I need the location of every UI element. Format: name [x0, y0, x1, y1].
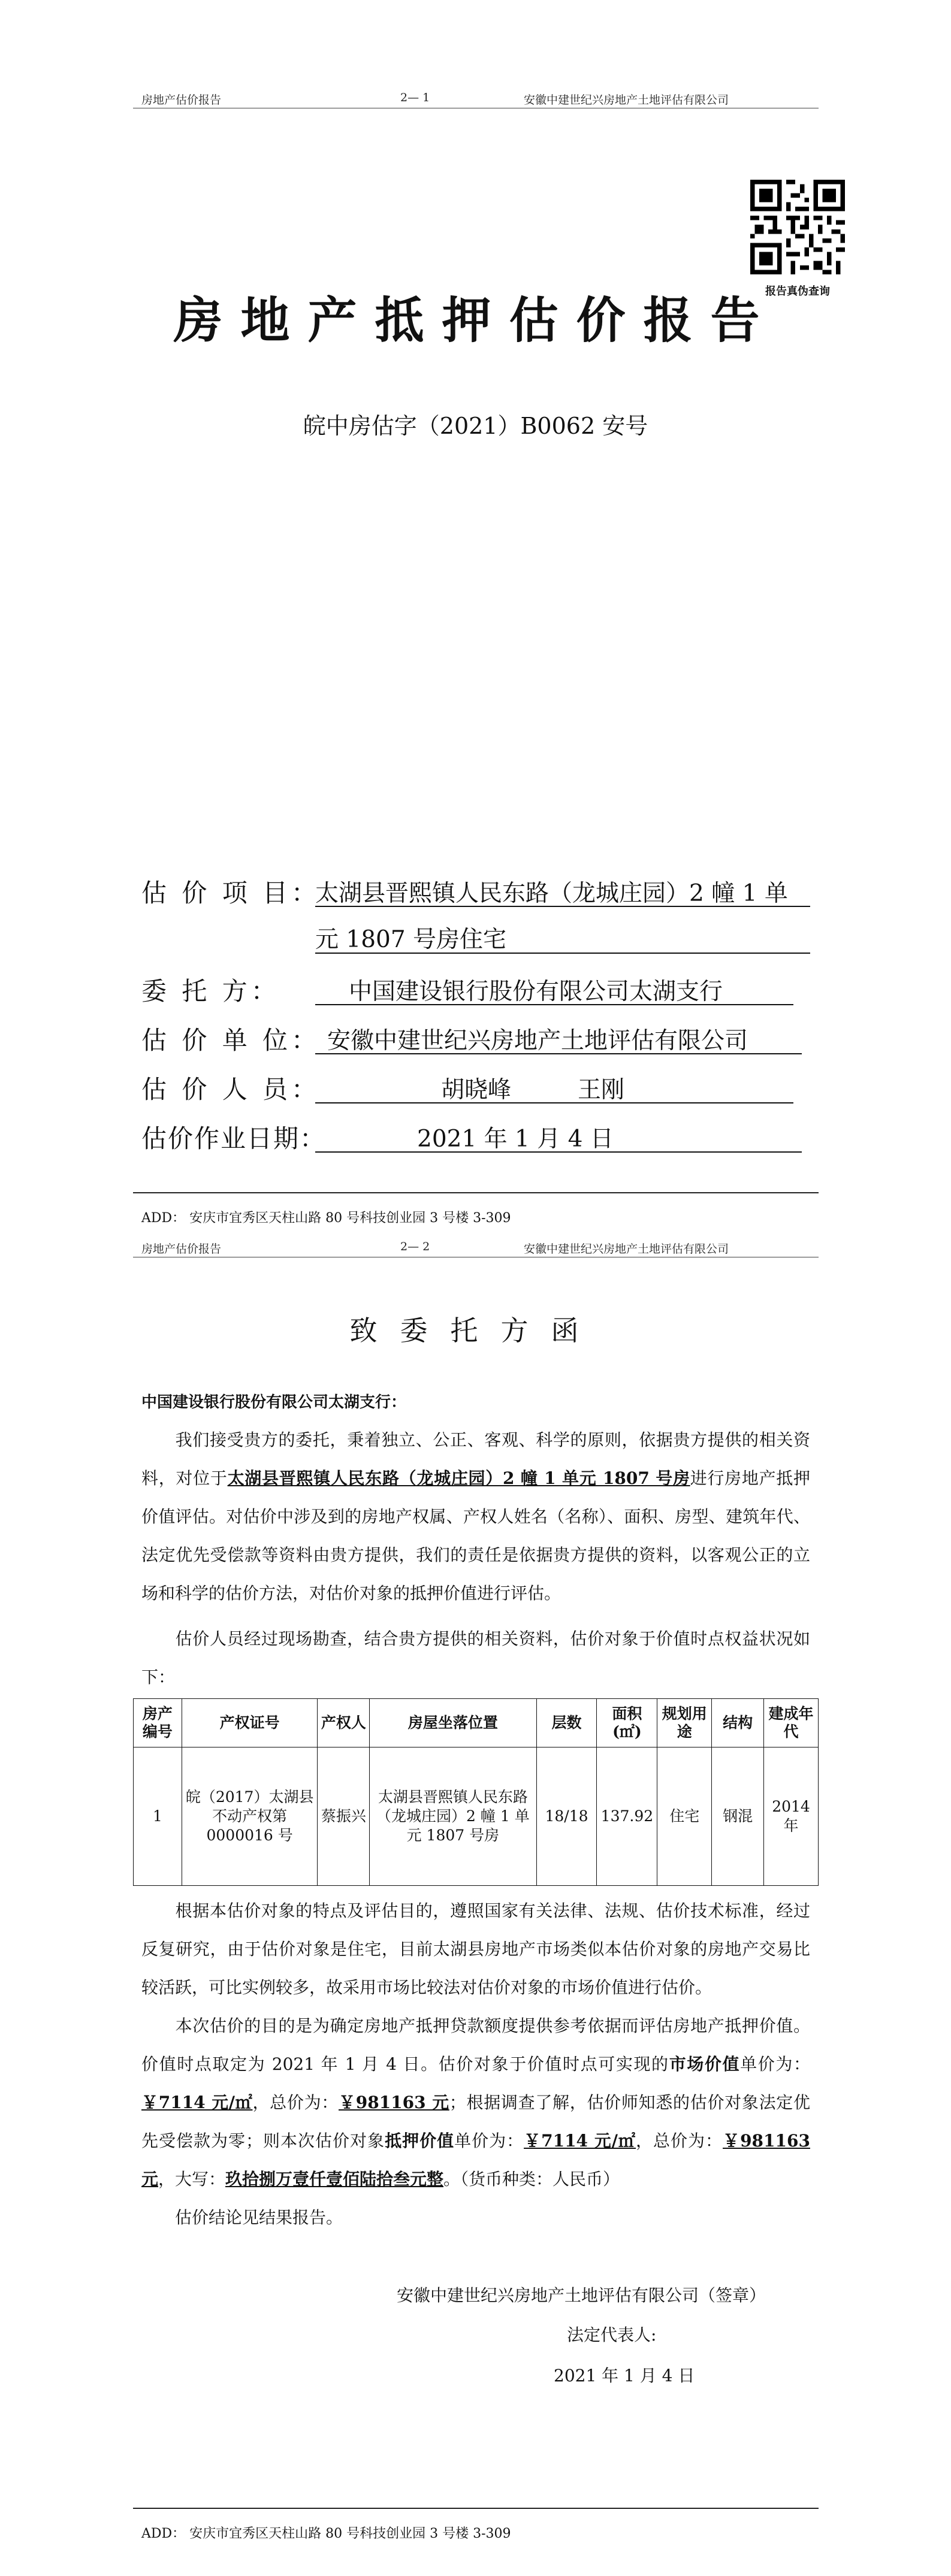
market-total-price: ￥981163 元: [339, 2093, 449, 2112]
signature-representative: 法定代表人:: [567, 2325, 657, 2345]
para4-mortgage-unit-label: 单价为：: [454, 2131, 524, 2151]
letter-paragraph-4: [141, 2007, 810, 2199]
para4-intro: 本次估价的目的是为确定房地产抵押贷款额度提供参考依据而评估房地产抵押价值。价值时点取定为 2021 年 1 月 4 日。估价对象于价值时点可实现的: [141, 2016, 810, 2074]
para1-body: 进行房地产抵押价值评估。对估价中涉及到的房地产权属、产权人姓名（名称）、面积、房型、建筑年代、法定优先受偿款等资料由贵方提供，我们的责任是依据贵方提供的资料，以客观公正的立场和科学的估价方法，对估价对象的抵押价值进行评估。: [141, 1468, 810, 1603]
letter-addressee: 中国建设银行股份有限公司太湖支行：: [141, 1393, 407, 1411]
para2-text: 估价人员经过现场勘查，结合贵方提供的相关资料，估价对象于价值时点权益状况如下：: [141, 1629, 810, 1687]
table-header-cell: 规划用途: [657, 1699, 712, 1747]
mortgage-value-label: 抵押价值: [385, 2131, 455, 2151]
project-value-line1: 太湖县晋熙镇人民东路（龙城庄园）2 幢 1 单: [315, 880, 788, 907]
para4-unit-label: 单价为：: [740, 2054, 810, 2074]
appraiser-value: 安徽中建世纪兴房地产土地评估有限公司: [327, 1027, 748, 1054]
letter-title: 致委托方函: [349, 1314, 602, 1347]
para4-middle: ；根据调查了解，估价师知悉的估价对象法定优先受偿款为零；则本次估价对象: [141, 2093, 810, 2151]
project-value-underline1: [315, 906, 810, 907]
table-header-cell: 建成年代: [764, 1699, 819, 1747]
table-header-cell: 结构: [712, 1699, 764, 1747]
persons-label: 估 价 人 员：: [141, 1075, 321, 1104]
date-underline: [315, 1151, 802, 1153]
letter-paragraph-3: [141, 1892, 810, 2007]
page2-header-left: 房地产估价报告: [141, 1242, 222, 1256]
client-label: 委 托 方：: [141, 976, 280, 1006]
table-header-row: [134, 1699, 819, 1747]
para1-intro: 我们接受贵方的委托，秉着独立、公正、客观、科学的原则，依据贵方提供的相关资料，对位于: [141, 1430, 810, 1488]
table-header-cell: 层数: [536, 1699, 597, 1747]
date-value: 2021 年 1 月 4 日: [417, 1126, 614, 1153]
para4-words-label: ，大写：: [158, 2169, 226, 2189]
table-header-cell: 房屋坐落位置: [370, 1699, 536, 1747]
para4-total-label: ，总价为：: [252, 2093, 339, 2112]
person-1: 胡晓峰: [441, 1077, 512, 1103]
property-address: 太湖县晋熙镇人民东路（龙城庄园）2 幢 1 单元 1807 号房: [227, 1468, 690, 1488]
client-value: 中国建设银行股份有限公司太湖支行: [349, 978, 723, 1005]
letter-paragraph-2: [141, 1620, 810, 1697]
table-row: [134, 1747, 819, 1886]
person-2: 王刚: [578, 1077, 625, 1103]
cover-title: 房地产抵押估价报告: [173, 292, 778, 349]
table-header-cell: 房产编号: [134, 1699, 182, 1747]
page1-footer-rule: [133, 1192, 819, 1193]
table-cell: 太湖县晋熙镇人民东路（龙城庄园）2 幢 1 单元 1807 号房: [370, 1747, 536, 1886]
para4-currency: 。（货币种类：人民币）: [443, 2169, 620, 2189]
date-label: 估价作业日期：: [141, 1124, 327, 1153]
table-header-cell: 产权人: [318, 1699, 370, 1747]
market-value-label: 市场价值: [669, 2054, 741, 2074]
client-value-underline: [315, 1004, 793, 1005]
market-unit-price: ￥7114 元/㎡: [141, 2093, 253, 2112]
project-value-underline2: [315, 953, 810, 954]
total-in-words: 玖拾捌万壹仟壹佰陆拾叁元整: [225, 2169, 444, 2189]
table-header-cell: 面积(㎡): [597, 1699, 657, 1747]
table-cell: 2014 年: [764, 1747, 819, 1886]
property-info-table: [133, 1698, 819, 1886]
table-cell: 137.92: [597, 1747, 657, 1886]
page1-header-right: 安徽中建世纪兴房地产土地评估有限公司: [524, 93, 729, 107]
signature-company: 安徽中建世纪兴房地产土地评估有限公司（签章）: [397, 2285, 766, 2305]
table-cell: 1: [134, 1747, 182, 1886]
page1-header-left: 房地产估价报告: [141, 93, 222, 107]
page2-header-page-number: 2— 2: [400, 1240, 430, 1253]
table-header-cell: 产权证号: [182, 1699, 318, 1747]
table-cell: 钢混: [712, 1747, 764, 1886]
mortgage-total-price: ￥981163 元: [141, 2131, 810, 2189]
qr-code-icon[interactable]: [750, 180, 845, 274]
project-value-line2: 元 1807 号房住宅: [315, 926, 507, 953]
letter-paragraph-1: [141, 1421, 810, 1613]
project-label: 估 价 项 目：: [141, 878, 321, 908]
page1-address: ADD： 安庆市宜秀区天柱山路 80 号科技创业园 3 号楼 3-309: [141, 1211, 511, 1226]
table-cell: 18/18: [536, 1747, 597, 1886]
page2-footer-rule: [133, 2508, 819, 2509]
para5-text: 估价结论见结果报告。: [175, 2208, 343, 2227]
signature-date: 2021 年 1 月 4 日: [554, 2366, 695, 2385]
para4-mortgage-total-label: ，总价为：: [636, 2131, 723, 2151]
persons-underline: [315, 1102, 793, 1103]
page1-header-page-number: 2— 1: [400, 91, 430, 104]
table-cell: 皖（2017）太湖县不动产权第 0000016 号: [182, 1747, 318, 1886]
mortgage-unit-price: ￥7114 元/㎡: [524, 2131, 636, 2151]
qr-caption: 报告真伪查询: [765, 285, 830, 298]
page2-header-right: 安徽中建世纪兴房地产土地评估有限公司: [524, 1242, 729, 1256]
para3-text: 根据本估价对象的特点及评估目的，遵照国家有关法律、法规、估价技术标准，经过反复研究，由于估价对象是住宅，目前太湖县房地产市场类似本估价对象的房地产交易比较活跃，可比实例较多，故采用市场比较法对估价对象的市场价值进行估价。: [141, 1901, 810, 1997]
appraiser-value-underline: [315, 1053, 802, 1054]
page2-address: ADD： 安庆市宜秀区天柱山路 80 号科技创业园 3 号楼 3-309: [141, 2526, 511, 2541]
letter-paragraph-5: [141, 2199, 810, 2237]
appraiser-label: 估 价 单 位：: [141, 1026, 321, 1055]
report-number: 皖中房估字（2021）B0062 安号: [303, 413, 648, 439]
table-cell: 住宅: [657, 1747, 712, 1886]
table-cell: 蔡振兴: [318, 1747, 370, 1886]
